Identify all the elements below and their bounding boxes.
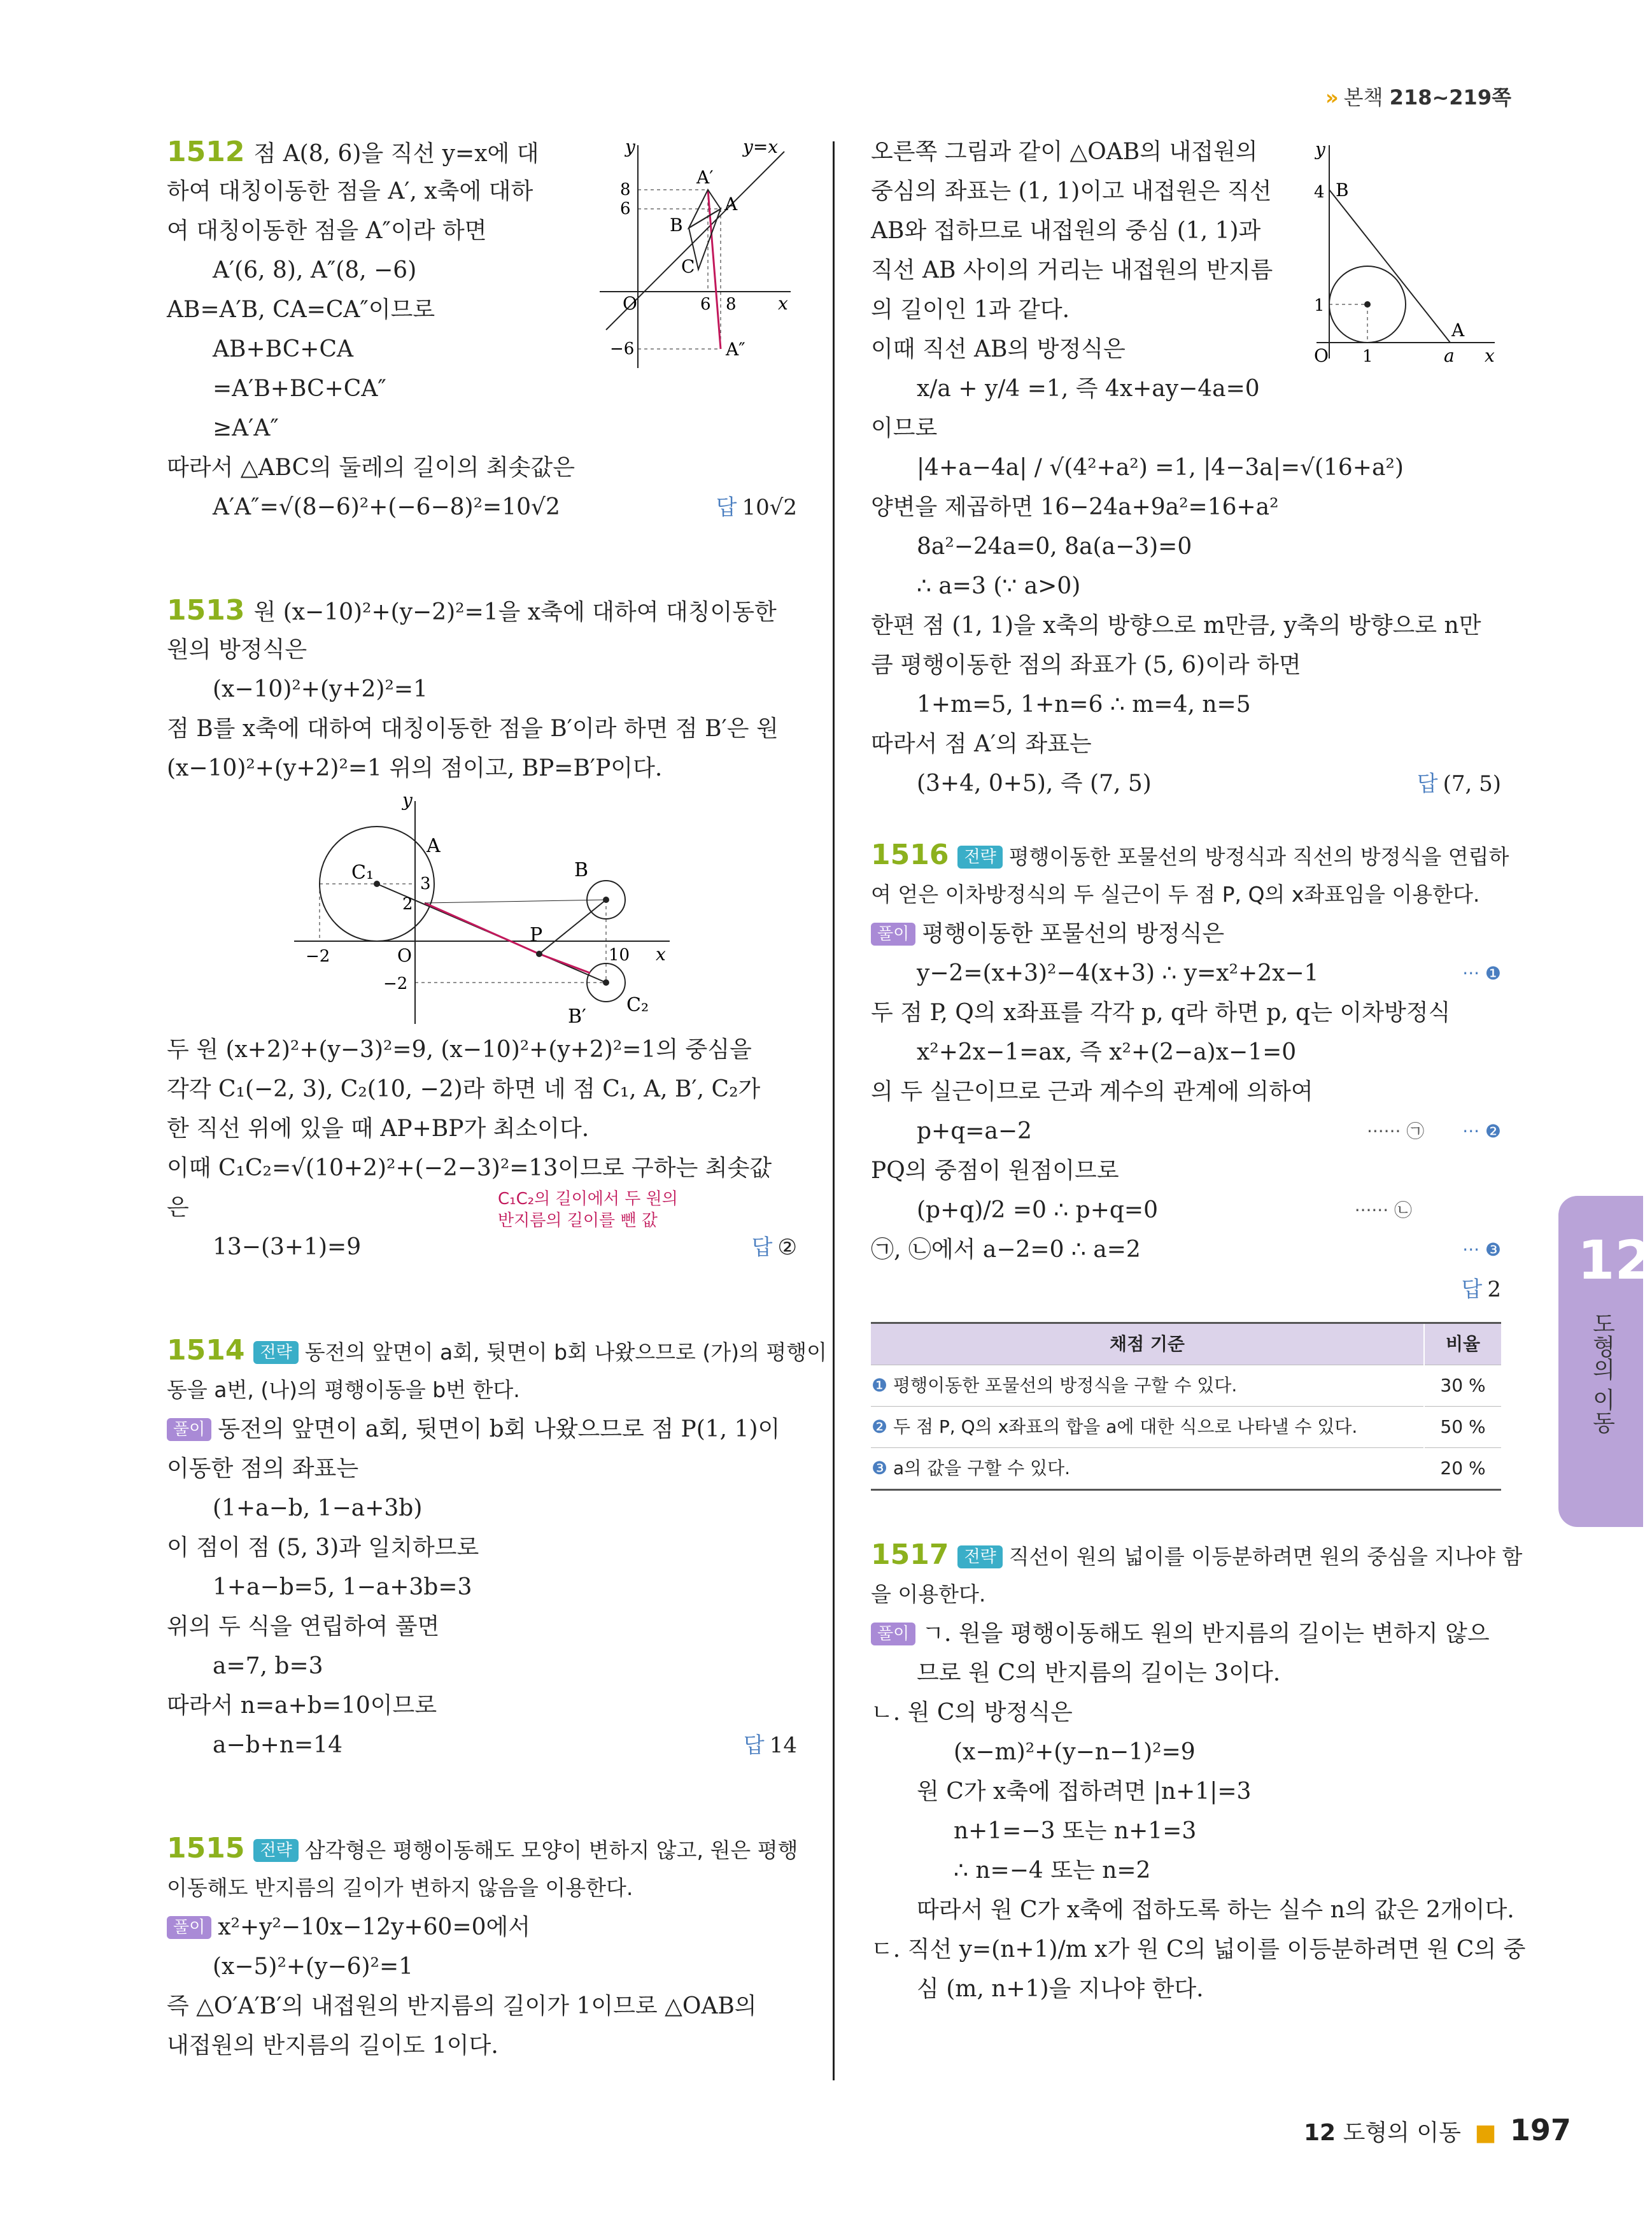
answer-icon: 답 [1416, 771, 1438, 797]
strategy-tag: 전략 [253, 1839, 298, 1862]
svg-text:2: 2 [402, 895, 413, 914]
problem-1516: 1516 전략 평행이동한 포물선의 방정식과 직선의 방정식을 연립하 여 얻은 이차방정식의 두 실근이 두 점 P, Q의 x좌표임을 이용한다. 풀이 평행이동한 포물선의 방정식은 y−2=(x+3)²−4(x+3) ∴ y=x²+2x−1 ··· ❶ 두 점 P, Q의 x좌표를 각각 p, q라 하면 p, q는 이차방정식 x²+2x−1=ax, 즉 x²+(2−a)x−1=0 의 두 실근이므로 근과 계수의 관계에 의하여 p+q=a−2 ··· ❷ ······ ㉠ PQ의 중점이 원점이므로 (p+q)/2 =0 ∴ p+q=0 ······ ㉡ ㉠, ㉡에서 a−2=0 ∴ a=2 ··· ❸ 답 2 채점 기준 비율 ❶ 평행이동한 포물선의 방정식을 구할 수 있다. 30 % ❷ 두 점 P, Q의 x좌표의 합을 a에 대한 식으로 나타낼 수 있다. 50 % ❸ a의 값을 구할 수 있다. 20 % [871, 835, 1501, 1491]
svg-text:O: O [623, 293, 637, 314]
equation-marker: ······ ㉡ [1354, 1200, 1412, 1221]
problem-number: 1514 [167, 1334, 245, 1367]
answer-icon: 답 [716, 495, 737, 520]
svg-text:y=x: y=x [743, 136, 779, 157]
grading-criteria-table: 채점 기준 비율 ❶ 평행이동한 포물선의 방정식을 구할 수 있다. 30 % ❷ 두 점 P, Q의 x좌표의 합을 a에 대한 식으로 나타낼 수 있다. 50 % ❸ a의 값을 구할 수 있다. 20 % [871, 1322, 1501, 1491]
equation-marker: ······ ㉠ [1366, 1121, 1425, 1142]
problem-number: 1513 [167, 594, 245, 627]
answer: 답 10√2 [716, 495, 797, 520]
problem-1514: 1514 전략 동전의 앞면이 a회, 뒷면이 b회 나왔으므로 (가)의 평행이 동을 a번, (나)의 평행이동을 b번 한다. 풀이 동전의 앞면이 a회, 뒷면이 b회 나왔으므로 점 P(1, 1)이 이동한 점의 좌표는 (1+a−b, 1−a+3b) 이 점이 점 (5, 3)과 일치하므로 1+a−b=5, 1−a+3b=3 위의 두 식을 연립하여 풀면 a=7, b=3 따라서 n=a+b=10이므로 a−b+n=14 답 14 [167, 1331, 797, 1765]
annotation-note: C₁C₂의 길이에서 두 원의 반지름의 길이를 뺀 값 [498, 1190, 678, 1230]
svg-text:−2: −2 [306, 947, 330, 966]
svg-text:A: A [427, 835, 441, 857]
table-row: ❶ 평행이동한 포물선의 방정식을 구할 수 있다. 30 % [871, 1365, 1501, 1407]
right-column [871, 132, 1526, 2009]
svg-text:x: x [1485, 345, 1495, 366]
chapter-number: 12 [1578, 1229, 1652, 1291]
svg-text:C: C [681, 256, 695, 277]
svg-text:C₂: C₂ [626, 994, 649, 1016]
problem-1513: 1513 원 (x−10)²+(y−2)²=1을 x축에 대하여 대칭이동한 원의 방정식은 (x−10)²+(y+2)²=1 점 B를 x축에 대하여 대칭이동한 점을 B′이라 하면 점 B′은 원 (x−10)²+(y+2)²=1 위의 점이고, BP=B′P이다. y A C₁ B P 3 2 −2 O 10 x −2 B′ C₂ 두 원 (x+2)²+(y−3)²=9, (x−10)²+(y+2)²=1의 중심을 각각 C₁(−2, 3), C₂(10, −2)라 하면 네 점 C₁, A, B′, C₂가 한 직선 위에 있을 때 AP+BP가 최소이다. 이때 C₁C₂=√(10+2)²+(−2−3)²=13이므로 구하는 최솟값 은 C₁C₂의 길이에서 두 원의 반지름의 길이를 뺀 값 13−(3+1)=9 답 ② [167, 591, 797, 1267]
svg-text:B: B [574, 859, 589, 881]
solution-tag: 풀이 [871, 1623, 915, 1645]
square-bullet-icon: ■ [1474, 2120, 1497, 2146]
svg-text:−2: −2 [383, 974, 408, 993]
svg-text:C₁: C₁ [351, 862, 374, 884]
solution-tag: 풀이 [167, 1418, 211, 1441]
svg-text:1: 1 [1314, 296, 1325, 315]
svg-text:B: B [670, 215, 683, 236]
svg-text:6: 6 [700, 295, 711, 314]
svg-text:A′: A′ [696, 167, 714, 188]
svg-text:8: 8 [620, 180, 631, 199]
svg-text:x: x [778, 293, 788, 314]
svg-text:y: y [1315, 139, 1325, 160]
strategy-tag: 전략 [957, 846, 1002, 869]
svg-text:P: P [530, 924, 543, 946]
svg-text:1: 1 [1362, 347, 1373, 366]
svg-text:10: 10 [609, 946, 630, 965]
answer-icon: 답 [751, 1235, 773, 1260]
answer: 답 (7, 5) [1416, 771, 1501, 797]
svg-text:O: O [1314, 345, 1329, 366]
problem-number: 1516 [871, 839, 949, 871]
svg-text:O: O [397, 945, 412, 966]
figure-1512 [587, 136, 797, 374]
problem-1512: 1512 점 A(8, 6)을 직선 y=x에 대 하여 대칭이동한 점을 A′, x축에 대하 여 대칭이동한 점을 A″이라 하면 A′(6, 8), A″(8, −6) AB=A′B, CA=CA″이므로 AB+BC+CA =A′B+BC+CA″ ≥A′A″ 따라서 △ABC의 둘레의 길이의 최솟값은 A′A″=√(8−6)²+(−6−8)²=10√2 답 10√2 y y=x A′ A B C A″ O x 8 6 6 8 −6 [167, 132, 797, 527]
chapter-title: 도형의 이동 [1589, 1312, 1615, 1434]
svg-text:3: 3 [420, 874, 431, 893]
problem-1515: 1515 전략 삼각형은 평행이동해도 모양이 변하지 않고, 원은 평행 이동해도 반지름의 길이가 변하지 않음을 이용한다. 풀이 x²+y²−10x−12y+60=0에서 (x−5)²+(y−6)²=1 즉 △O′A′B′의 내접원의 반지름의 길이가 1이므로 △OAB의 내접원의 반지름의 길이도 1이다. [167, 1832, 798, 2059]
answer: 답 ② [751, 1235, 797, 1260]
page-number: 197 [1509, 2113, 1571, 2147]
svg-text:y: y [402, 790, 413, 811]
strategy-tag: 전략 [253, 1341, 298, 1364]
solution-tag: 풀이 [871, 923, 915, 946]
solution-tag: 풀이 [167, 1916, 211, 1939]
svg-text:A″: A″ [726, 339, 745, 360]
problem-number: 1515 [167, 1832, 245, 1864]
figure-1513 [167, 788, 797, 1030]
answer: 답 2 [1461, 1277, 1501, 1302]
figure-1515 [1304, 139, 1501, 368]
svg-text:A: A [724, 194, 738, 215]
page-reference: » 본책 218~219쪽 [1325, 85, 1511, 110]
svg-text:−6: −6 [610, 339, 635, 359]
answer: 답 14 [743, 1733, 797, 1758]
answer-icon: 답 [1461, 1277, 1483, 1302]
problem-1515-continued: 오른쪽 그림과 같이 △OAB의 내접원의 중심의 좌표는 (1, 1)이고 내접원은 직선 AB와 접하므로 내접원의 중심 (1, 1)과 직선 AB 사이의 거리는 내접원의 반지름 의 길이인 1과 같다. 이때 직선 AB의 방정식은 x/a + y/4 =1, 즉 4x+ay−4a=0 이므로 |4+a−4a| / √(4²+a²) =1, |4−3a|=√(16+a²) 양변을 제곱하면 16−24a+9a²=16+a² 8a²−24a=0, 8a(a−3)=0 ∴ a=3 (∵ a>0) 한편 점 (1, 1)을 x축의 방향으로 m만큼, y축의 방향으로 n만 큼 평행이동한 점의 좌표가 (5, 6)이라 하면 1+m=5, 1+n=6 ∴ m=4, n=5 따라서 점 A′의 좌표는 (3+4, 0+5), 즉 (7, 5) 답 (7, 5) y B 4 1 O 1 a A x [871, 132, 1501, 804]
svg-text:B: B [1336, 180, 1349, 201]
svg-text:B′: B′ [568, 1005, 586, 1028]
column-divider [833, 141, 835, 2080]
svg-text:8: 8 [726, 295, 737, 314]
step-marker: ··· ❶ [1462, 963, 1501, 984]
step-marker: ··· ❸ [1462, 1239, 1501, 1260]
axis-y-label: y [625, 136, 635, 157]
step-marker: ··· ❷ [1462, 1121, 1501, 1142]
svg-text:6: 6 [620, 199, 631, 218]
problem-number: 1512 [167, 136, 245, 168]
problem-number: 1517 [871, 1538, 949, 1571]
svg-text:a: a [1444, 345, 1455, 366]
svg-text:x: x [656, 944, 666, 965]
svg-text:4: 4 [1314, 183, 1325, 202]
left-column [167, 132, 827, 2066]
svg-text:A: A [1451, 320, 1465, 341]
answer-icon: 답 [743, 1733, 765, 1758]
page-footer: 12 도형의 이동 ■ 197 [1304, 2113, 1571, 2147]
page-range: 218~219쪽 [1389, 85, 1511, 110]
table-row: ❸ a의 값을 구할 수 있다. 20 % [871, 1448, 1501, 1490]
strategy-tag: 전략 [957, 1545, 1002, 1568]
double-chevron-icon: » [1325, 85, 1339, 110]
table-row: ❷ 두 점 P, Q의 x좌표의 합을 a에 대한 식으로 나타낼 수 있다. 50 % [871, 1407, 1501, 1448]
problem-1517: 1517 전략 직선이 원의 넓이를 이등분하려면 원의 중심을 지나야 함 을 이용한다. 풀이 ㄱ. 원을 평행이동해도 원의 반지름의 길이는 변하지 않으 므로 원 C의 반지름의 길이는 3이다. ㄴ. 원 C의 방정식은 (x−m)²+(y−n−1)²=9 원 C가 x축에 접하려면 |n+1|=3 n+1=−3 또는 n+1=3 ∴ n=−4 또는 n=2 따라서 원 C가 x축에 접하도록 하는 실수 n의 값은 2개이다. ㄷ. 직선 y=(n+1)/m x가 원 C의 넓이를 이등분하려면 원 C의 중 심 (m, n+1)을 지나야 한다. [871, 1538, 1526, 2002]
